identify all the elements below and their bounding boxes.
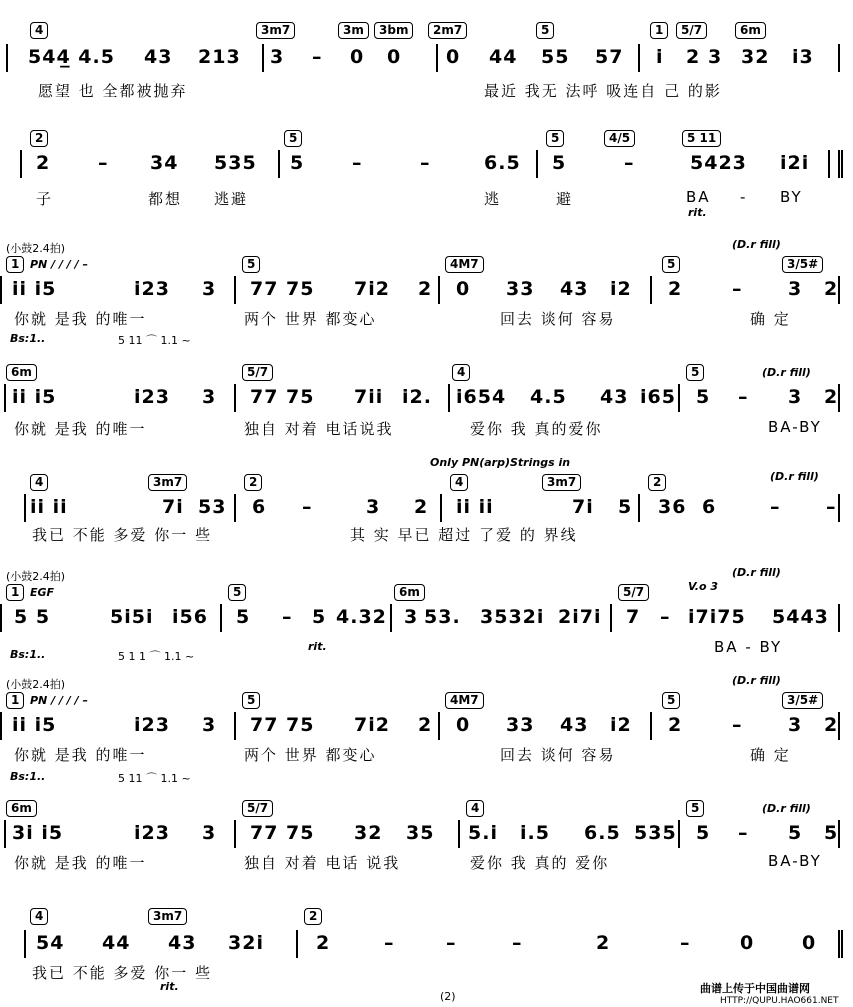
barline (678, 384, 680, 412)
chord-symbol: 4M7 (445, 692, 484, 709)
barline (536, 150, 538, 178)
note-group: 53. (424, 606, 461, 628)
note-group: 0 (456, 278, 471, 300)
lyric-text: 都想 (148, 190, 183, 208)
note-group: 3i i5 (12, 822, 64, 844)
note-group: i23 (134, 822, 170, 844)
note-group: 2 (668, 278, 683, 300)
note-group: 5 (290, 152, 305, 174)
chord-symbol: 1 (6, 584, 24, 601)
note-group: 77 75 (250, 278, 315, 300)
lyric-text: 爱你 我 真的 爱你 (470, 854, 610, 872)
section-label: (小鼓2.4拍) (6, 570, 66, 583)
note-group: 32i (228, 932, 264, 954)
barline (828, 150, 830, 178)
chord-symbol: 1 (6, 256, 24, 273)
note-group: i56 (172, 606, 208, 628)
chord-symbol: 5 11 (682, 130, 721, 147)
barline (650, 712, 652, 740)
chord-symbol: 3m7 (148, 908, 187, 925)
note-group: 33 (506, 278, 535, 300)
note-group: 3 (788, 278, 803, 300)
note-group: 55 (541, 46, 570, 68)
note-group: 7 (626, 606, 641, 628)
lyric-text: 确 定 (750, 746, 791, 764)
note-group: – (512, 932, 523, 954)
chord-symbol: 3m7 (148, 474, 187, 491)
note-group: i2 (610, 278, 632, 300)
note-group: 32 (354, 822, 383, 844)
note-group: 0 (446, 46, 461, 68)
barline (838, 276, 840, 304)
lyric-text: 两个 世界 都变心 (244, 310, 377, 328)
drum-fill: (D.r fill) (732, 674, 781, 687)
chord-symbol: 2 (648, 474, 666, 491)
barline (638, 44, 640, 72)
note-group: i2i (780, 152, 810, 174)
note-group: 2 (418, 714, 433, 736)
note-group: ii ii (456, 496, 494, 518)
note-group: 4.32 (336, 606, 387, 628)
chord-symbol: 5 (242, 256, 260, 273)
note-group: – (352, 152, 363, 174)
note-group: 2 (824, 714, 839, 736)
barline (438, 276, 440, 304)
chord-symbol: 5/7 (676, 22, 707, 39)
page-number: (2) (440, 990, 456, 1003)
note-group: 35 (406, 822, 435, 844)
lyric-text: 回去 谈何 容易 (500, 746, 616, 764)
egf-mark: EGF (30, 586, 55, 599)
note-group: 5 (552, 152, 567, 174)
note-group: 7i2 (354, 714, 390, 736)
drum-fill: (D.r fill) (762, 366, 811, 379)
bass-label: Bs:1.. (10, 770, 46, 783)
lyric-text: 确 定 (750, 310, 791, 328)
section-label: (小鼓2.4拍) (6, 242, 66, 255)
note-group: 2 (824, 278, 839, 300)
barline (838, 44, 840, 72)
chord-symbol: 4 (452, 364, 470, 381)
chord-symbol: 3m7 (542, 474, 581, 491)
chord-symbol: 2 (304, 908, 322, 925)
note-group: 5 (236, 606, 251, 628)
note-group: 5 (696, 822, 711, 844)
rit-mark: rit. (308, 640, 327, 653)
barline (678, 820, 680, 848)
note-group: 77 75 (250, 822, 315, 844)
rit-mark: rit. (688, 206, 707, 219)
note-group: i2 (610, 714, 632, 736)
note-group: 44 (489, 46, 518, 68)
chord-symbol: 5/7 (618, 584, 649, 601)
barline (234, 820, 236, 848)
drum-fill: (D.r fill) (732, 238, 781, 251)
note-group: 0 (740, 932, 755, 954)
barline (650, 276, 652, 304)
note-group: 4.5 (530, 386, 567, 408)
barline (448, 384, 450, 412)
lyric-text: 逃避 (214, 190, 249, 208)
barline (436, 44, 438, 72)
note-group: 5443 (772, 606, 829, 628)
note-group: ii i5 (12, 278, 57, 300)
chord-symbol: 5 (686, 800, 704, 817)
barline (838, 384, 840, 412)
chord-symbol: 5 (242, 692, 260, 709)
note-group: 5.i (468, 822, 498, 844)
barline (278, 150, 280, 178)
barline (234, 712, 236, 740)
chord-symbol: 3m (338, 22, 369, 39)
chord-symbol: 3bm (374, 22, 413, 39)
barline (610, 604, 612, 632)
lyric-text: 回去 谈何 容易 (500, 310, 616, 328)
chord-symbol: 5/7 (242, 364, 273, 381)
note-group: – (446, 932, 457, 954)
barline (838, 820, 840, 848)
chord-symbol: 4 (466, 800, 484, 817)
note-group: 0 (387, 46, 402, 68)
chord-symbol: 5/7 (242, 800, 273, 817)
note-group: 5 (824, 822, 839, 844)
chord-symbol: 2 (30, 130, 48, 147)
note-group: 3 (202, 278, 217, 300)
lyric-text: 两个 世界 都变心 (244, 746, 377, 764)
note-group: – (680, 932, 691, 954)
lyric-text: BA-BY (768, 852, 822, 870)
drum-fill: (D.r fill) (762, 802, 811, 815)
note-group: 6 (252, 496, 267, 518)
note-group: 3 (708, 46, 723, 68)
barline (24, 494, 26, 522)
note-group: 6.5 (484, 152, 521, 174)
lyric-text: 你就 是我 的唯一 (14, 310, 147, 328)
note-group: 3 (202, 714, 217, 736)
note-group: 3 (202, 822, 217, 844)
note-group: 3 (788, 386, 803, 408)
note-group: 54 (36, 932, 65, 954)
barline (262, 44, 264, 72)
note-group: 7ii (354, 386, 384, 408)
note-group: – (738, 822, 749, 844)
chord-symbol: 2m7 (428, 22, 467, 39)
note-group: 34 (150, 152, 179, 174)
barline (838, 604, 840, 632)
lyric-text: BY (780, 188, 803, 206)
note-group: 32 (741, 46, 770, 68)
vo-mark: V.o 3 (688, 580, 719, 593)
note-group: ii i5 (12, 386, 57, 408)
chord-symbol: 4 (30, 908, 48, 925)
bass-figure: 5 1 1 ⌒ 1.1 ~ (118, 650, 195, 663)
note-group: ii ii (30, 496, 68, 518)
rit-mark: rit. (160, 980, 179, 993)
note-top: Only PN(arp)Strings in (430, 456, 571, 469)
note-group: 2i7i (558, 606, 602, 628)
chord-symbol: 4 (30, 22, 48, 39)
chord-symbol: 5 (662, 256, 680, 273)
note-group: 57 (595, 46, 624, 68)
note-group: 5 (618, 496, 633, 518)
chord-symbol: 4M7 (445, 256, 484, 273)
chord-symbol: 3/5# (782, 692, 823, 709)
lyric-text: 避 (556, 190, 574, 208)
note-group: 5 5 (14, 606, 51, 628)
note-group: 213 (198, 46, 241, 68)
barline (440, 494, 442, 522)
chord-symbol: 4 (450, 474, 468, 491)
lyric-text: 其 实 早已 超过 了爱 的 界线 (350, 526, 578, 544)
note-group: 3 (270, 46, 285, 68)
barline (4, 384, 6, 412)
drum-fill: (D.r fill) (770, 470, 819, 483)
note-group: 3 (404, 606, 419, 628)
note-group: 7i (572, 496, 594, 518)
bass-figure: 5 11 ⌒ 1.1 ~ (118, 334, 191, 347)
note-group: – (826, 496, 837, 518)
section-label: (小鼓2.4拍) (6, 678, 66, 691)
barline (296, 930, 298, 958)
chord-symbol: 5 (536, 22, 554, 39)
barline (234, 494, 236, 522)
note-group: – (738, 386, 749, 408)
note-group: 6.5 (584, 822, 621, 844)
note-group: i654 (456, 386, 507, 408)
watermark: 曲谱上传于中国曲谱网 (700, 982, 810, 995)
chord-symbol: 5 (662, 692, 680, 709)
barline (20, 150, 22, 178)
chord-symbol: 5 (228, 584, 246, 601)
chord-symbol: 2 (244, 474, 262, 491)
barline (0, 276, 2, 304)
barline (638, 494, 640, 522)
lyric-text: 你就 是我 的唯一 (14, 420, 147, 438)
note-group: 2 (686, 46, 701, 68)
note-group: 53 (198, 496, 227, 518)
note-group: – (732, 714, 743, 736)
barline (0, 712, 2, 740)
note-group: i65 (640, 386, 676, 408)
note-group: 43 (560, 714, 589, 736)
barline (0, 604, 2, 632)
note-group: 5423 (690, 152, 747, 174)
note-group: 0 (456, 714, 471, 736)
chord-symbol: 6m (394, 584, 425, 601)
bass-figure: 5 11 ⌒ 1.1 ~ (118, 772, 191, 785)
note-group: 544̲ 4.5 (28, 46, 115, 68)
note-group: ii i5 (12, 714, 57, 736)
note-group: – (282, 606, 293, 628)
note-group: 5 (696, 386, 711, 408)
note-group: i2. (402, 386, 432, 408)
note-group: – (624, 152, 635, 174)
note-group: 3 (788, 714, 803, 736)
note-group: 2 (316, 932, 331, 954)
chord-symbol: 1 (650, 22, 668, 39)
note-group: 2 (668, 714, 683, 736)
note-group: – (98, 152, 109, 174)
lyric-text: 你就 是我 的唯一 (14, 854, 147, 872)
note-group: 43 (144, 46, 173, 68)
note-group: 7i (162, 496, 184, 518)
chord-symbol: 4/5 (604, 130, 635, 147)
note-group: 77 75 (250, 386, 315, 408)
note-group: 0 (350, 46, 365, 68)
lyric-text: 独自 对着 电话 说我 (244, 854, 401, 872)
watermark-url: HTTP://QUPU.HAO661.NET (720, 996, 839, 1006)
chord-symbol: 1 (6, 692, 24, 709)
note-group: 43 (600, 386, 629, 408)
note-group: 2 (418, 278, 433, 300)
lyric-text: 愿望 也 全都被抛弃 (38, 82, 188, 100)
note-group: – (384, 932, 395, 954)
note-group: 36 (658, 496, 687, 518)
note-group: 3 (202, 386, 217, 408)
drum-fill: (D.r fill) (732, 566, 781, 579)
note-group: 43 (560, 278, 589, 300)
barline (234, 276, 236, 304)
note-group: 43 (168, 932, 197, 954)
barline (390, 604, 392, 632)
lyric-text: 我已 不能 多爱 你一 些 (32, 964, 213, 982)
chord-symbol: 6m (735, 22, 766, 39)
note-group: 3532i (480, 606, 545, 628)
chord-symbol: 6m (6, 364, 37, 381)
barline (220, 604, 222, 632)
chord-symbol: 3/5# (782, 256, 823, 273)
note-group: 3 (366, 496, 381, 518)
note-group: 5 (312, 606, 327, 628)
chord-symbol: 6m (6, 800, 37, 817)
lyric-text: 子 (36, 190, 54, 208)
barline (458, 820, 460, 848)
barline (838, 494, 840, 522)
chord-symbol: 5 (686, 364, 704, 381)
note-group: – (732, 278, 743, 300)
barline (6, 44, 8, 72)
pn-mark: PN / / / / – (30, 258, 88, 271)
note-group: 5i5i (110, 606, 154, 628)
barline (838, 150, 843, 178)
note-group: 2 (36, 152, 51, 174)
barline (438, 712, 440, 740)
bass-label: Bs:1.. (10, 332, 46, 345)
chord-symbol: 4 (30, 474, 48, 491)
note-group: i23 (134, 278, 170, 300)
note-group: 2 (824, 386, 839, 408)
barline (4, 820, 6, 848)
note-group: 6 (702, 496, 717, 518)
lyric-text: 爱你 我 真的爱你 (470, 420, 603, 438)
lyric-text: 独自 对着 电话说我 (244, 420, 394, 438)
note-group: i (656, 46, 664, 68)
note-group: – (302, 496, 313, 518)
chord-symbol: 3m7 (256, 22, 295, 39)
note-group: 5 (788, 822, 803, 844)
barline (234, 384, 236, 412)
note-group: 535 (634, 822, 677, 844)
lyric-text: 我已 不能 多爱 你一 些 (32, 526, 213, 544)
note-group: – (312, 46, 323, 68)
chord-symbol: 5 (546, 130, 564, 147)
note-group: 7i2 (354, 278, 390, 300)
note-group: i7i75 (688, 606, 746, 628)
lyric-text: BA-BY (768, 418, 822, 436)
lyric-text: BA (686, 188, 711, 206)
lyric-text: 逃 (484, 190, 502, 208)
note-group: 2 (596, 932, 611, 954)
note-group: i.5 (520, 822, 550, 844)
lyric-text: 你就 是我 的唯一 (14, 746, 147, 764)
barline (838, 930, 843, 958)
note-group: 77 75 (250, 714, 315, 736)
note-group: i3 (792, 46, 814, 68)
lyric-text: 最近 我无 法呼 吸连自 己 的影 (484, 82, 722, 100)
note-group: – (770, 496, 781, 518)
note-group: 44 (102, 932, 131, 954)
bass-label: Bs:1.. (10, 648, 46, 661)
pn-mark: PN / / / / – (30, 694, 88, 707)
note-group: 0 (802, 932, 817, 954)
note-group: 33 (506, 714, 535, 736)
lyric-text: - (740, 188, 748, 206)
note-group: i23 (134, 386, 170, 408)
note-group: i23 (134, 714, 170, 736)
note-group: 535 (214, 152, 257, 174)
chord-symbol: 5 (284, 130, 302, 147)
note-group: 2 (414, 496, 429, 518)
note-group: – (420, 152, 431, 174)
barline (24, 930, 26, 958)
barline (838, 712, 840, 740)
note-group: – (660, 606, 671, 628)
lyric-text: BA - BY (714, 638, 783, 656)
